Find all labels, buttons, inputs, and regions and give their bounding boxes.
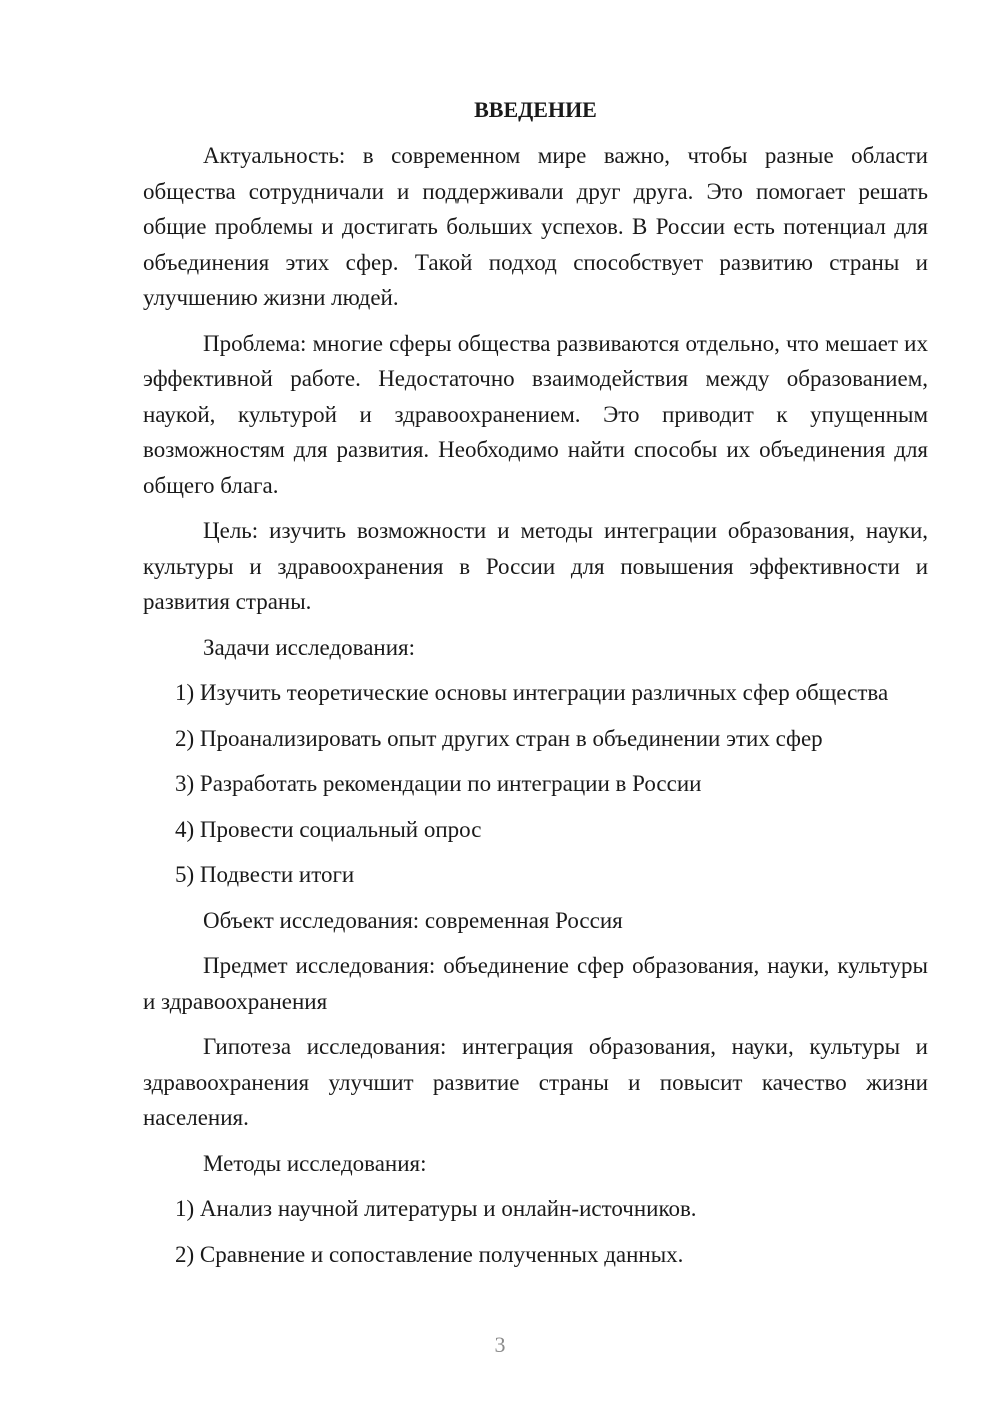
problem-paragraph: Проблема: многие сферы общества развиваются отдельно, что мешает их эффективной работе. Недостаточно взаимодействия между образованием, наукой, культурой и здравоохранением. Это приводит к упущенным возможностям для развития. Необходимо найти способы их объединения для общего блага. xyxy=(143,330,928,498)
methods-heading: Методы исследования: xyxy=(203,1150,427,1176)
method-item: 1) Анализ научной литературы и онлайн-источников. xyxy=(175,1196,697,1221)
subject-paragraph: Предмет исследования: объединение сфер образования, науки, культуры и здравоохранения xyxy=(143,953,928,1014)
object-line: Объект исследования: современная Россия xyxy=(203,907,623,933)
task-item: 5) Подвести итоги xyxy=(175,862,355,887)
relevance-paragraph: Актуальность: в современном мире важно, чтобы разные области общества сотрудничали и поддерживали друг друга. Это помогает решать общие проблемы и достигать больших успехов. В России есть потенциал для объединения этих сфер. Такой подход способствует развитию страны и улучшению жизни людей. xyxy=(143,143,928,310)
task-item: 2) Проанализировать опыт других стран в объединении этих сфер xyxy=(175,725,823,751)
page-content xyxy=(143,92,928,1282)
goal-paragraph: Цель: изучить возможности и методы интеграции образования, науки, культуры и здравоохранения в России для повышения эффективности и развития страны. xyxy=(143,518,928,614)
tasks-heading: Задачи исследования: xyxy=(203,634,416,660)
hypothesis-paragraph: Гипотеза исследования: интеграция образования, науки, культуры и здравоохранения улучшит развитие страны и повысит качество жизни населения. xyxy=(143,1034,928,1130)
section-title: ВВЕДЕНИЕ xyxy=(474,97,597,122)
task-item: 4) Провести социальный опрос xyxy=(175,816,482,842)
method-item: 2) Сравнение и сопоставление полученных данных. xyxy=(175,1241,684,1267)
task-item: 1) Изучить теоретические основы интеграции различных сфер общества xyxy=(175,680,889,705)
page-number: 3 xyxy=(494,1332,506,1357)
task-item: 3) Разработать рекомендации по интеграции в России xyxy=(175,771,702,796)
